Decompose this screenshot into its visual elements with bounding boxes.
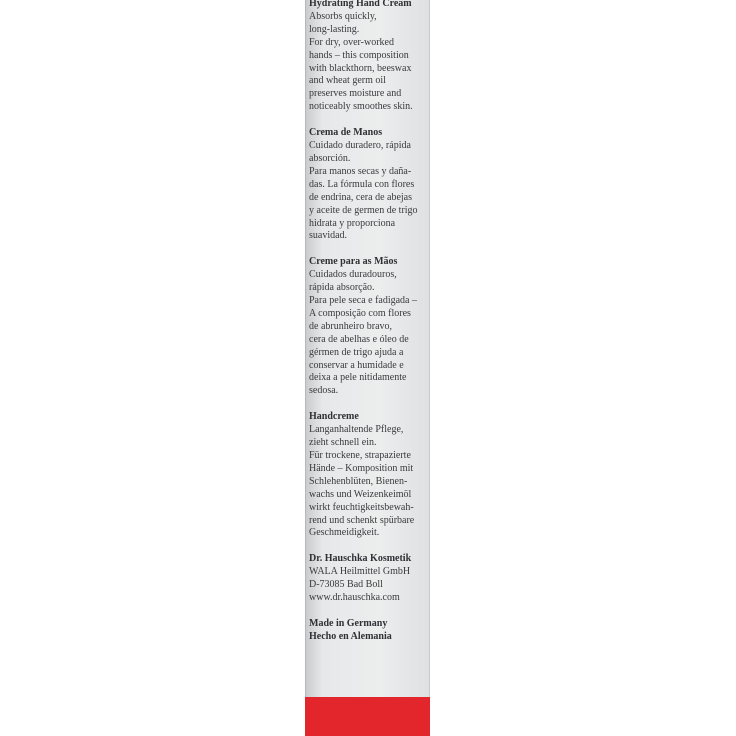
- text-line: y aceite de germen de trigo: [309, 204, 418, 216]
- text-line: de endrina, cera de abejas: [309, 191, 412, 203]
- spanish-section: [309, 127, 427, 243]
- text-line: Für trockene, strapazierte: [309, 450, 411, 461]
- german-section: [309, 411, 427, 540]
- text-line: www.dr.hauschka.com: [309, 592, 400, 604]
- origin-section: [309, 618, 427, 644]
- text-line: Hände – Komposition mit: [309, 462, 414, 474]
- text-line: A composição com flores: [309, 307, 411, 319]
- text-line: rápida absorção.: [309, 282, 375, 294]
- section-heading: Dr. Hauschka Kosmetik: [309, 553, 412, 565]
- text-line: Cuidado duradero, rápida: [309, 140, 411, 152]
- section-heading: Crema de Manos: [309, 127, 383, 139]
- text-line: preserves moisture and: [309, 88, 402, 100]
- text-line: rend und schenkt spürbare: [309, 514, 415, 526]
- text-line: Schlehenblüten, Bienen-: [309, 475, 408, 487]
- text-line: zieht schnell ein.: [309, 437, 377, 449]
- text-line: and wheat germ oil: [309, 75, 386, 87]
- product-box-side-panel: [305, 0, 430, 736]
- text-line: Para manos secas y daña-: [309, 165, 412, 177]
- text-line: Langanhaltende Pflege,: [309, 424, 404, 436]
- portuguese-section: [309, 256, 427, 398]
- text-line: absorción.: [309, 152, 351, 164]
- text-line: de abrunheiro bravo,: [309, 320, 393, 332]
- text-line: gérmen de trigo ajuda a: [309, 346, 404, 358]
- text-line: Para pele seca e fadigada –: [309, 295, 417, 307]
- text-line: with blackthorn, beeswax: [309, 62, 412, 74]
- text-line: For dry, over-worked: [309, 36, 394, 48]
- text-line: cera de abelhas e óleo de: [309, 333, 409, 345]
- section-heading: Creme para as Mãos: [309, 256, 398, 268]
- section-heading: Handcreme: [309, 411, 359, 423]
- text-line: deixa a pele nitidamente: [309, 372, 407, 384]
- text-line: sedosa.: [309, 385, 339, 397]
- text-line: long-lasting.: [309, 23, 360, 35]
- text-line: wirkt feuchtigkeitsbewah-: [309, 501, 414, 513]
- box-right-edge: [429, 0, 430, 736]
- text-line: noticeably smoothes skin.: [309, 101, 413, 113]
- text-line: das. La fórmula con flores: [309, 178, 415, 190]
- section-heading: Made in Germany: [309, 617, 388, 629]
- manufacturer-section: [309, 553, 427, 605]
- text-line: conservar a humidade e: [309, 359, 404, 371]
- section-heading: Hydrating Hand Cream: [309, 0, 412, 9]
- english-section: [309, 0, 427, 114]
- text-line: Geschmeidigkeit.: [309, 527, 380, 539]
- red-accent-band: [305, 697, 430, 736]
- text-line: Hecho en Alemania: [309, 630, 392, 642]
- text-line: hidrata y proporciona: [309, 217, 396, 229]
- text-line: Cuidados duradouros,: [309, 269, 397, 281]
- text-line: D-73085 Bad Boll: [309, 579, 383, 591]
- text-line: suavidad.: [309, 230, 348, 242]
- label-text-panel: [309, 0, 427, 657]
- text-line: WALA Heilmittel GmbH: [309, 566, 411, 578]
- text-line: Absorbs quickly,: [309, 10, 377, 22]
- text-line: wachs und Weizenkeimöl: [309, 488, 412, 500]
- text-line: hands – this composition: [309, 49, 409, 61]
- box-left-edge: [305, 0, 306, 736]
